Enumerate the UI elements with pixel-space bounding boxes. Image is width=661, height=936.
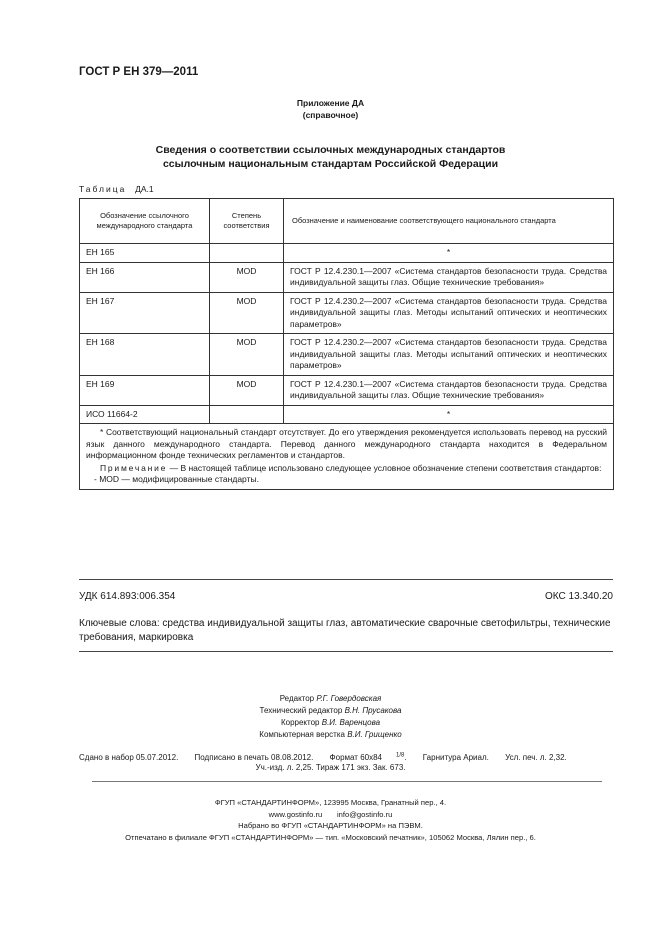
imprint-line1 xyxy=(79,752,639,762)
editor-line: Редактор Р.Г. Говердовская xyxy=(279,694,382,703)
note-text: — В настоящей таблице использовано следующее условное обозначение степени соответствия стандартов: xyxy=(169,462,602,473)
imprint-signed: Подписано в печать 08.08.2012. xyxy=(194,752,314,762)
annex-title: Приложение ДА xyxy=(296,98,365,108)
table-header-row xyxy=(80,199,614,244)
publisher-typeset: Набрано во ФГУП «СТАНДАРТИНФОРМ» на ПЭВМ. xyxy=(238,821,423,830)
cell-degree: MOD xyxy=(210,262,284,292)
table-footnote: * Соответствующий национальный стандарт отсутствует. До его утверждения рекомендуется использовать перевод на русский язык данного международного стандарта. Перевод данного международного стандарта находится в Федеральном информационном фонде технических регламентов и стандартов. xyxy=(86,427,607,460)
annex-heading xyxy=(0,97,661,121)
cell-ref: ЕН 166 xyxy=(80,262,210,292)
cell-standard: ГОСТ Р 12.4.230.2—2007 «Система стандартов безопасности труда. Средства индивидуальной защиты глаз. Методы испытаний оптических и неоптических параметров» xyxy=(284,334,614,376)
table-row xyxy=(80,375,614,405)
annex-subtitle: (справочное) xyxy=(302,110,359,120)
section-title-line1: Сведения о соответствии ссылочных международных стандартов xyxy=(155,144,506,156)
document-id: ГОСТ Р ЕН 379—2011 xyxy=(79,66,199,78)
keywords: Ключевые слова: средства индивидуальной защиты глаз, автоматические сварочные светофильтры, технические требования, маркировка xyxy=(79,618,611,643)
cell-degree xyxy=(210,244,284,263)
cell-standard: * xyxy=(284,244,614,263)
cell-ref: ЕН 165 xyxy=(80,244,210,263)
cell-degree xyxy=(210,405,284,424)
publisher-contacts xyxy=(0,809,661,821)
editor-line: Корректор В.И. Варенцова xyxy=(280,718,381,727)
table-caption-number: ДА.1 xyxy=(135,184,154,194)
header-degree: Степень соответствия xyxy=(210,199,284,244)
publisher-email[interactable]: info@gostinfo.ru xyxy=(336,809,393,819)
publisher-address: ФГУП «СТАНДАРТИНФОРМ», 123995 Москва, Гранатный пер., 4. xyxy=(214,798,447,807)
imprint-divider xyxy=(92,781,602,782)
table-notes-row xyxy=(80,424,614,490)
cell-standard: ГОСТ Р 12.4.230.1—2007 «Система стандартов безопасности труда. Средства индивидуальной защиты глаз. Общие технические требования» xyxy=(284,375,614,405)
table-notes xyxy=(80,424,614,490)
note-item: - MOD — модифицированные стандарты. xyxy=(94,474,259,484)
cell-ref: ЕН 169 xyxy=(80,375,210,405)
divider-bottom xyxy=(79,651,613,652)
oks-code: ОКС 13.340.20 xyxy=(545,591,613,602)
table-row xyxy=(80,262,614,292)
table-note xyxy=(86,463,607,475)
table-caption xyxy=(79,184,154,194)
table-row xyxy=(80,244,614,263)
imprint-typeset: Сдано в набор 05.07.2012. xyxy=(79,752,179,762)
cell-ref: ИСО 11664-2 xyxy=(80,405,210,424)
correspondence-table xyxy=(79,198,614,490)
imprint-line2: Уч.-изд. л. 2,25. Тираж 171 экз. Зак. 673. xyxy=(255,763,406,772)
publisher-website[interactable]: www.gostinfo.ru xyxy=(268,809,323,819)
cell-standard: * xyxy=(284,405,614,424)
table-row xyxy=(80,292,614,334)
cell-degree: MOD xyxy=(210,334,284,376)
cell-degree: MOD xyxy=(210,375,284,405)
table-row xyxy=(80,334,614,376)
header-national-standard: Обозначение и наименование соответствующего национального стандарта xyxy=(284,199,614,244)
editor-line: Компьютерная верстка В.И. Грищенко xyxy=(259,730,402,739)
imprint-typeface: Гарнитура Ариал. xyxy=(422,752,489,762)
divider-top xyxy=(79,579,613,580)
table-row xyxy=(80,405,614,424)
cell-standard: ГОСТ Р 12.4.230.1—2007 «Система стандартов безопасности труда. Средства индивидуальной защиты глаз. Общие технические требования» xyxy=(284,262,614,292)
imprint-printed-sheets: Усл. печ. л. 2,32. xyxy=(505,752,567,762)
publisher-block xyxy=(0,797,661,843)
imprint-format: Формат 60x84 $^{1/8}$. xyxy=(329,752,407,762)
publisher-printed: Отпечатано в филиале ФГУП «СТАНДАРТИНФОРМ» — тип. «Московский печатник», 105062 Москва, Лялин пер., 6. xyxy=(125,832,536,842)
cell-degree: MOD xyxy=(210,292,284,334)
section-title-line2: ссылочным национальным стандартам Российской Федерации xyxy=(162,158,499,170)
cell-ref: ЕН 167 xyxy=(80,292,210,334)
header-international-standard: Обозначение ссылочного международного стандарта xyxy=(80,199,210,244)
table-caption-word: Таблица xyxy=(79,184,127,194)
cell-ref: ЕН 168 xyxy=(80,334,210,376)
udk-code: УДК 614.893:006.354 xyxy=(79,591,176,602)
section-title xyxy=(0,143,661,171)
editors-block xyxy=(0,693,661,741)
note-label: Примечание xyxy=(100,462,168,473)
editor-line: Технический редактор В.Н. Прусакова xyxy=(259,706,402,715)
cell-standard: ГОСТ Р 12.4.230.2—2007 «Система стандартов безопасности труда. Средства индивидуальной защиты глаз. Методы испытаний оптических и неоптических параметров» xyxy=(284,292,614,334)
